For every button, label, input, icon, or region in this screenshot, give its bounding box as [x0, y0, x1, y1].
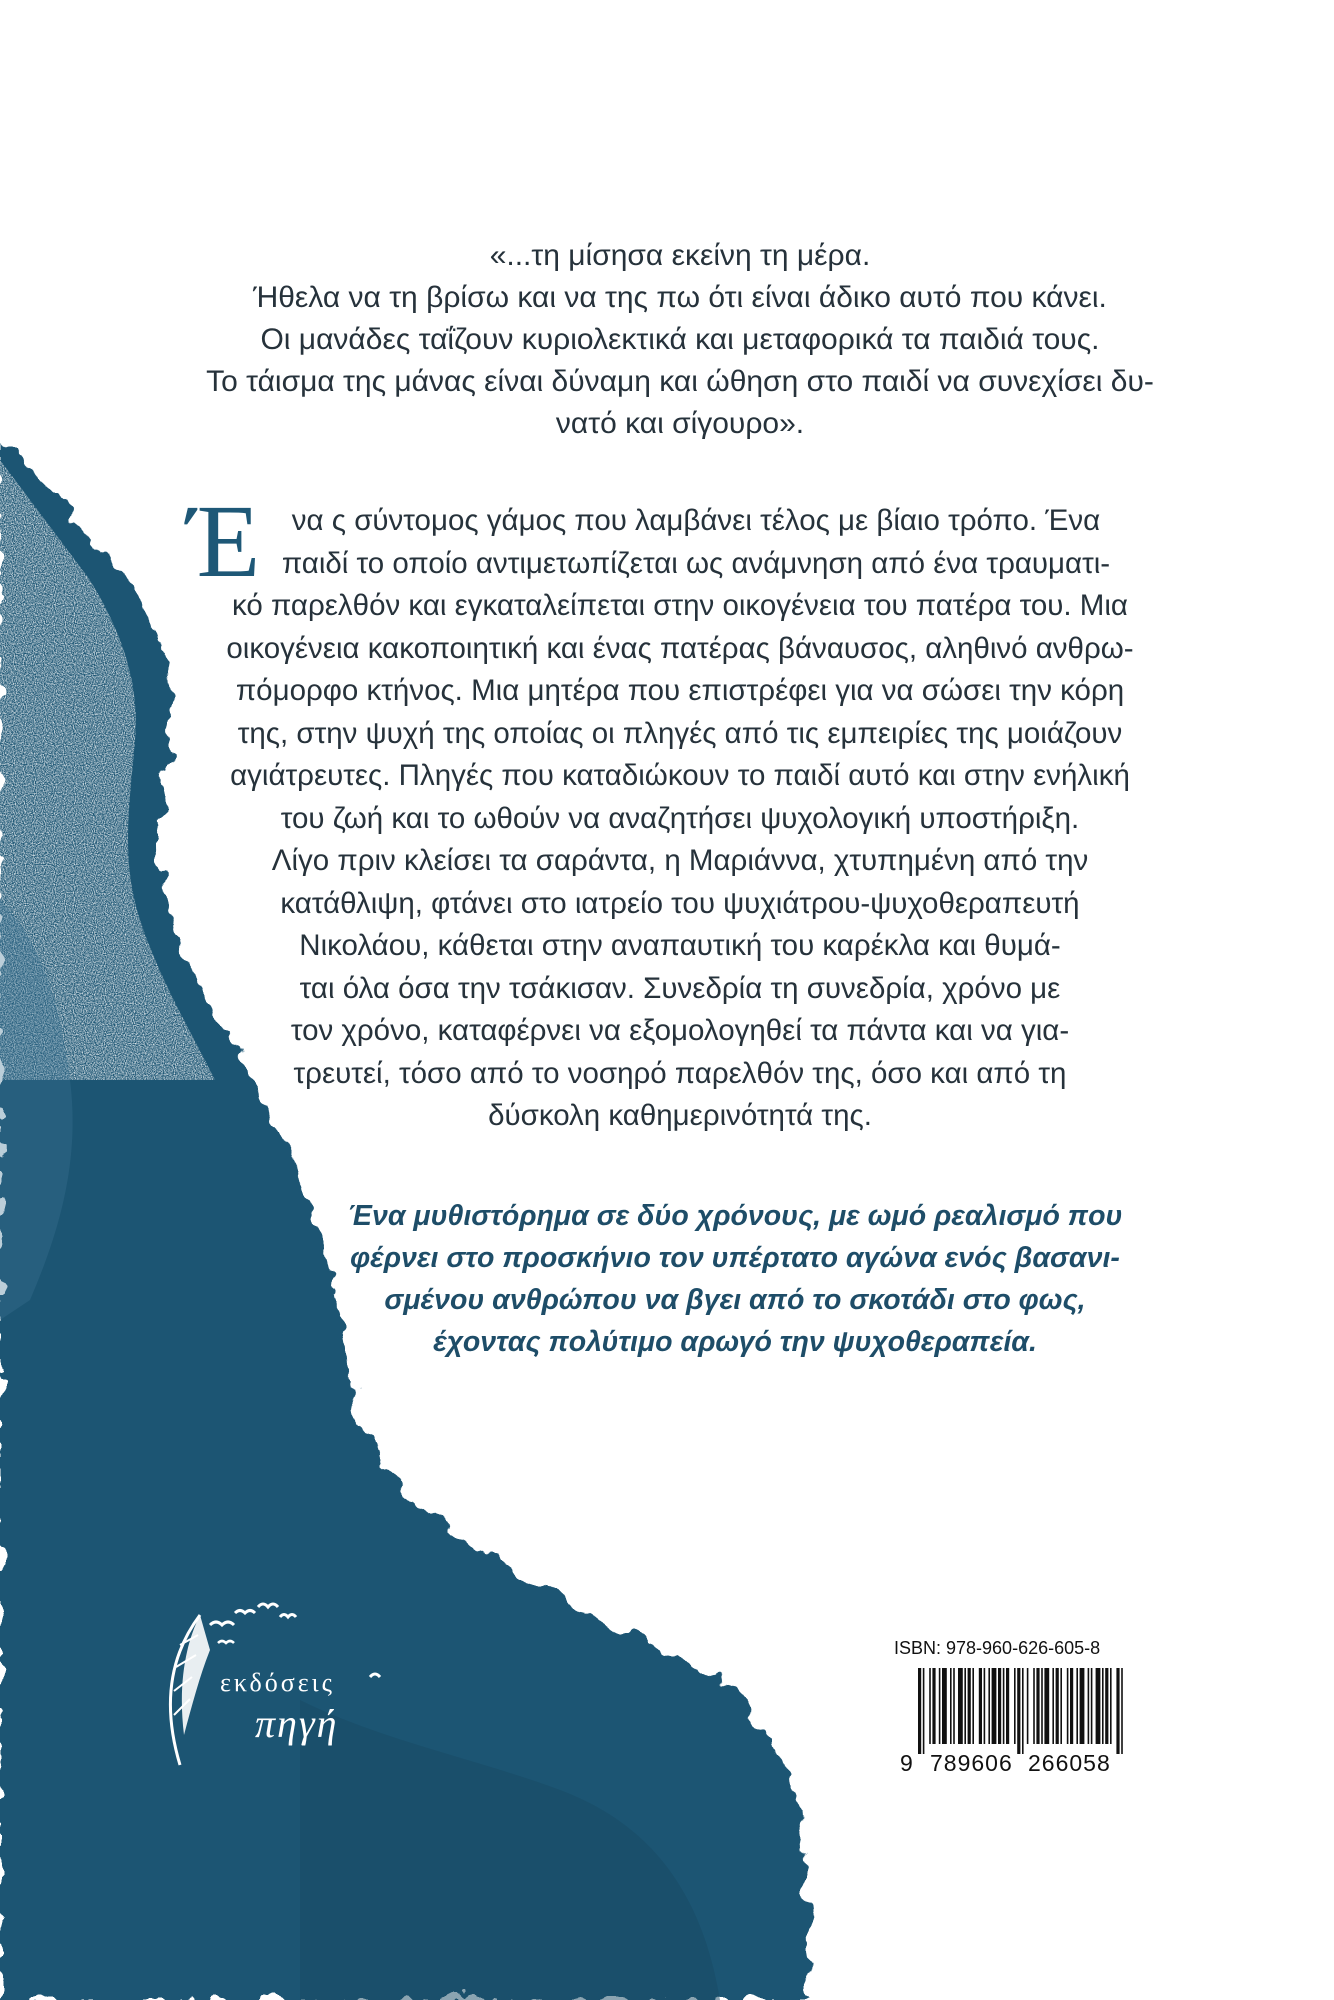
barcode-bar — [1091, 1668, 1093, 1744]
barcode-bar — [1110, 1668, 1112, 1744]
synopsis-line: τρευτεί, τόσο από το νοσηρό παρελθόν της, όσο και από τη — [293, 1056, 1067, 1090]
isbn-label: ISBN: 978-960-626-605-8 — [894, 1638, 1101, 1658]
barcode-bar — [1014, 1668, 1016, 1744]
barcode-digits-group-1: 789606 — [930, 1750, 1013, 1776]
barcode-bar — [979, 1668, 982, 1744]
barcode-bar — [1105, 1668, 1108, 1744]
tagline-line: Ένα μυθιστόρημα σε δύο χρόνους, με ωμό ρεαλισμό που — [347, 1200, 1123, 1232]
barcode-bar — [1017, 1668, 1020, 1754]
synopsis-line: παιδί το οποίο αντιμετωπίζεται ως ανάμνηση από ένα τραυματι- — [281, 546, 1111, 580]
barcode-bar — [932, 1668, 935, 1744]
barcode-bar — [972, 1668, 974, 1744]
quote-line: «...τη μίσησα εκείνη τη μέρα. — [489, 239, 871, 272]
barcode-bar — [1006, 1668, 1009, 1744]
barcode-bar — [1027, 1668, 1029, 1744]
barcode-bar — [1036, 1668, 1039, 1744]
barcode-bar — [950, 1668, 952, 1744]
barcode-bar — [1056, 1668, 1059, 1744]
barcode-bar — [964, 1668, 966, 1744]
synopsis-line: να ς σύντομος γάμος που λαμβάνει τέλος με βίαιο τρόπο. Ένα — [291, 504, 1101, 537]
barcode-bar — [1116, 1668, 1119, 1754]
publisher-label: εκδόσεις — [220, 1668, 335, 1697]
barcode-digits-group-2: 266058 — [1028, 1750, 1111, 1776]
tagline-line: φέρνει στο προσκήνιο τον υπέρτατο αγώνα ενός βασανι- — [350, 1242, 1120, 1274]
barcode-bar — [1102, 1668, 1104, 1744]
synopsis-line: του ζωή και το ωθούν να αναζητήσει ψυχολογική υποστήριξη. — [280, 801, 1080, 835]
synopsis-line: πόμορφο κτήνος. Μια μητέρα που επιστρέφει για να σώσει την κόρη — [235, 674, 1125, 707]
synopsis-line: ται όλα όσα την τσάκισαν. Συνεδρία τη συνεδρία, χρόνο με — [299, 971, 1061, 1005]
publisher-name: πηγή — [255, 1701, 339, 1746]
barcode-bar — [984, 1668, 986, 1744]
synopsis — [140, 484, 1220, 1138]
barcode-bar — [1052, 1668, 1054, 1744]
tagline-line: σμένου ανθρώπου να βγει από το σκοτάδι στο φως, — [384, 1284, 1086, 1316]
barcode-bar — [1022, 1668, 1024, 1754]
barcode-bar — [958, 1668, 963, 1744]
barcode — [916, 1668, 1126, 1754]
barcode-bar — [1003, 1668, 1005, 1744]
barcode-bar — [929, 1668, 931, 1744]
barcode-digit-first: 9 — [900, 1750, 913, 1776]
isbn-barcode-block — [890, 1638, 1150, 1788]
synopsis-line: κατάθλιψη, φτάνει στο ιατρείο του ψυχιάτρου-ψυχοθεραπευτή — [280, 886, 1080, 920]
barcode-bar — [1121, 1668, 1123, 1754]
barcode-bar — [923, 1668, 925, 1754]
barcode-bar — [1096, 1668, 1101, 1744]
synopsis-line: τον χρόνο, καταφέρνει να εξομολογηθεί τα πάντα και να για- — [290, 1014, 1070, 1047]
barcode-bar — [992, 1668, 997, 1744]
barcode-bar — [939, 1668, 941, 1744]
synopsis-line: Νικολάου, κάθεται στην αναπαυτική του καρέκλα και θυμά- — [299, 929, 1061, 962]
synopsis-line: Λίγο πριν κλείσει τα σαράντα, η Μαριάννα, χτυπημένη από την — [271, 844, 1089, 877]
barcode-bar — [1060, 1668, 1062, 1744]
synopsis-line: δύσκολη καθημερινότητά της. — [488, 1099, 872, 1132]
quote-line: νατό και σίγουρο». — [555, 407, 805, 440]
tagline-line: έχοντας πολύτιμο αρωγό την ψυχοθεραπεία. — [433, 1326, 1037, 1358]
barcode-bar — [1044, 1668, 1049, 1744]
opening-quote — [95, 235, 1265, 445]
barcode-bar — [953, 1668, 955, 1744]
barcode-bar — [918, 1668, 921, 1754]
quote-line: Ήθελα να τη βρίσω και να της πω ότι είναι άδικο αυτό που κάνει. — [253, 281, 1107, 314]
tagline — [290, 1195, 1180, 1363]
barcode-bar — [968, 1668, 971, 1744]
barcode-bar — [988, 1668, 990, 1744]
synopsis-line: αγιάτρευτες. Πληγές που καταδιώκουν το παιδί αυτό και στην ενήλική — [230, 759, 1130, 792]
quote-line: Το τάισμα της μάνας είναι δύναμη και ώθηση στο παιδί να συνεχίσει δυ- — [206, 365, 1154, 398]
barcode-bar — [1080, 1668, 1085, 1744]
synopsis-line: της, στην ψυχή της οποίας οι πληγές από τις εμπειρίες της μοιάζουν — [237, 716, 1123, 750]
barcode-bar — [1067, 1668, 1069, 1744]
synopsis-line: οικογένεια κακοποιητική και ένας πατέρας βάναυσος, αληθινό ανθρω- — [226, 631, 1134, 665]
barcode-bar — [1041, 1668, 1043, 1744]
barcode-bar — [1070, 1668, 1073, 1744]
barcode-bar — [1033, 1668, 1035, 1744]
barcode-bar — [1088, 1668, 1090, 1744]
quote-line: Οι μανάδες ταΐζουν κυριολεκτικά και μεταφορικά τα παιδιά τους. — [260, 323, 1100, 356]
synopsis-line: κό παρελθόν και εγκαταλείπεται στην οικογένεια του πατέρα του. Μια — [232, 589, 1128, 622]
drop-cap: Έ — [188, 484, 261, 599]
barcode-bar — [942, 1668, 947, 1744]
barcode-bar — [1076, 1668, 1078, 1744]
barcode-bar — [998, 1668, 1001, 1744]
